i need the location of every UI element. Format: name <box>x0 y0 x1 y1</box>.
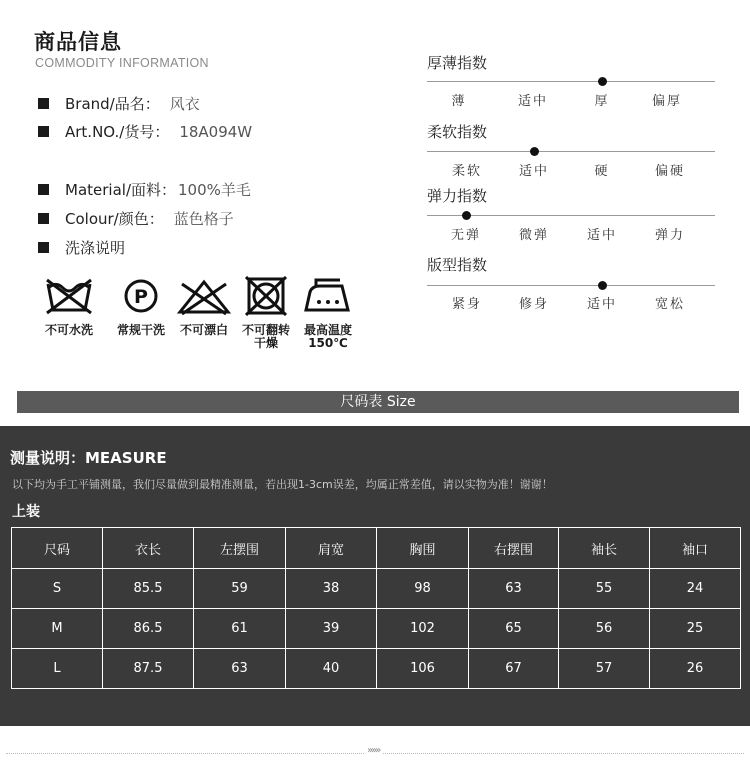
table-cell: 67 <box>469 649 559 689</box>
index-option: 适中 <box>586 228 618 243</box>
no-wash-icon <box>43 276 95 316</box>
index-thickness <box>427 52 717 112</box>
index-marker <box>598 281 607 290</box>
column-header: 胸围 <box>377 528 469 569</box>
index-option: 偏硬 <box>654 164 686 179</box>
svg-text:P: P <box>134 286 148 308</box>
page-subtitle: COMMODITY INFORMATION <box>35 56 209 70</box>
index-option: 宽松 <box>654 297 686 312</box>
care-label-line2: 150℃ <box>308 336 348 350</box>
measure-note: 以下均为手工平铺测量，我们尽量做到最精准测量，若出现1-3cm误差，均属正常差值，请以实物为准！谢谢！ <box>12 478 553 491</box>
index-option: 弹力 <box>654 228 686 243</box>
spec-value: 蓝色格子 <box>173 210 234 228</box>
index-fit <box>427 254 717 314</box>
column-header: 袖口 <box>650 528 741 569</box>
index-option: 微弹 <box>518 228 550 243</box>
bullet-square <box>38 126 49 137</box>
index-track <box>427 81 715 82</box>
table-cell: 25 <box>650 609 741 649</box>
table-row <box>12 649 741 689</box>
spec-value: 100%羊毛 <box>178 181 251 199</box>
care-iron <box>296 276 360 350</box>
table-cell: 61 <box>194 609 286 649</box>
index-softness <box>427 121 717 181</box>
table-cell: 40 <box>286 649 377 689</box>
no-tumble-dry-icon <box>240 276 292 316</box>
table-cell: 106 <box>377 649 469 689</box>
spec-label: Brand/品名： <box>65 95 160 113</box>
table-cell: 63 <box>469 569 559 609</box>
index-option: 适中 <box>518 164 550 179</box>
index-elasticity <box>427 185 717 245</box>
index-option: 修身 <box>518 297 550 312</box>
table-header-row <box>12 528 741 569</box>
page-title: 商品信息 <box>34 30 122 54</box>
index-option: 适中 <box>517 94 549 109</box>
spec-colour <box>38 208 234 229</box>
table-cell: 63 <box>194 649 286 689</box>
table-cell: 26 <box>650 649 741 689</box>
iron-icon <box>300 276 356 316</box>
table-cell: 87.5 <box>103 649 194 689</box>
index-option: 硬 <box>594 164 610 179</box>
index-title: 版型指数 <box>427 256 488 274</box>
table-cell: L <box>12 649 103 689</box>
table-cell: 55 <box>559 569 650 609</box>
index-marker <box>462 211 471 220</box>
index-option: 偏厚 <box>651 94 683 109</box>
size-chart-header: 尺码表 Size <box>17 391 739 413</box>
index-marker <box>598 77 607 86</box>
index-track <box>427 151 715 152</box>
table-cell: 57 <box>559 649 650 689</box>
table-cell: 59 <box>194 569 286 609</box>
dry-clean-p-icon <box>115 276 167 316</box>
spec-art-no <box>38 121 252 142</box>
index-option: 厚 <box>594 94 610 109</box>
spec-label: Colour/颜色： <box>65 210 164 228</box>
bullet-square <box>38 184 49 195</box>
spec-washing <box>38 237 125 258</box>
bullet-square <box>38 242 49 253</box>
care-label <box>234 324 298 350</box>
divider-arrows-icon: »»» <box>364 745 382 756</box>
care-label: 常规干洗 <box>116 323 165 337</box>
table-cell: 39 <box>286 609 377 649</box>
care-label: 不可水洗 <box>44 323 93 337</box>
care-dry-clean <box>109 276 173 337</box>
column-header: 袖长 <box>559 528 650 569</box>
table-row <box>12 569 741 609</box>
index-option: 紧身 <box>451 297 483 312</box>
table-cell: S <box>12 569 103 609</box>
table-row <box>12 609 741 649</box>
spec-brand <box>38 93 200 114</box>
spec-material <box>38 179 251 200</box>
table-cell: 38 <box>286 569 377 609</box>
care-label-line1: 不可翻转 <box>241 323 290 337</box>
column-header: 衣长 <box>103 528 194 569</box>
care-label-line2: 干燥 <box>253 336 278 350</box>
spec-label: 洗涤说明 <box>65 239 126 257</box>
care-no-bleach <box>172 276 236 337</box>
column-header: 右摆围 <box>469 528 559 569</box>
table-cell: M <box>12 609 103 649</box>
index-option: 柔软 <box>451 164 483 179</box>
no-bleach-icon <box>176 276 232 316</box>
spec-label: Art.NO./货号： <box>65 123 170 141</box>
index-marker <box>530 147 539 156</box>
table-cell: 65 <box>469 609 559 649</box>
table-cell: 102 <box>377 609 469 649</box>
column-header: 肩宽 <box>286 528 377 569</box>
column-header: 尺码 <box>12 528 103 569</box>
table-cell: 98 <box>377 569 469 609</box>
measure-panel <box>0 426 750 726</box>
care-label <box>296 324 360 350</box>
index-title: 厚薄指数 <box>427 54 488 72</box>
section-title: 上装 <box>12 504 40 520</box>
spec-value: 风衣 <box>169 95 200 113</box>
index-title: 弹力指数 <box>427 187 488 205</box>
measure-title: 测量说明：MEASURE <box>10 449 167 467</box>
table-cell: 24 <box>650 569 741 609</box>
care-no-tumble-dry <box>234 276 298 350</box>
bullet-square <box>38 98 49 109</box>
index-option: 适中 <box>586 297 618 312</box>
table-cell: 85.5 <box>103 569 194 609</box>
spec-label: Material/面料： <box>65 181 176 199</box>
care-label-line1: 最高温度 <box>303 323 352 337</box>
care-label: 不可漂白 <box>179 323 228 337</box>
index-track <box>427 285 715 286</box>
table-cell: 86.5 <box>103 609 194 649</box>
index-option: 无弹 <box>450 228 482 243</box>
size-table <box>11 527 741 689</box>
table-cell: 56 <box>559 609 650 649</box>
spec-value: 18A094W <box>179 122 253 141</box>
care-no-wash <box>37 276 101 337</box>
column-header: 左摆围 <box>194 528 286 569</box>
index-title: 柔软指数 <box>427 123 488 141</box>
index-option: 薄 <box>451 94 467 109</box>
bullet-square <box>38 213 49 224</box>
